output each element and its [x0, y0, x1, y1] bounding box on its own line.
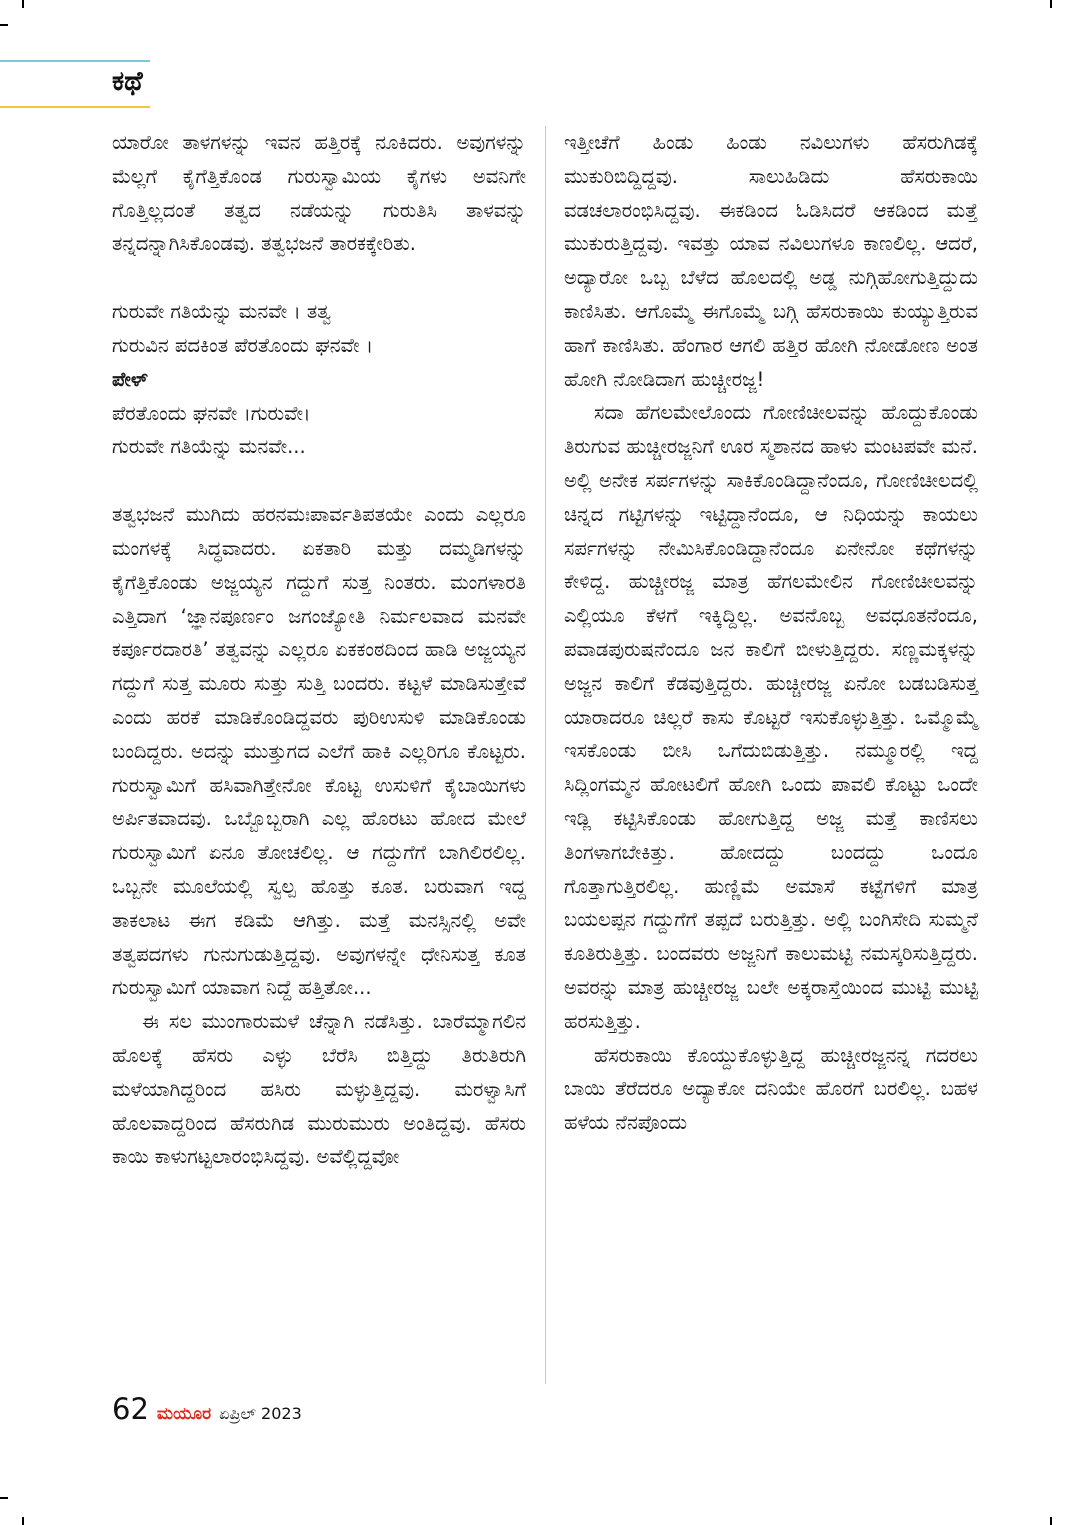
- section-label: ಕಥೆ: [112, 66, 143, 97]
- column-divider: [545, 126, 546, 1384]
- right-column: [564, 126, 978, 1140]
- body-paragraph: ಸದಾ ಹೆಗಲಮೇಲೊಂದು ಗೋಣಿಚೀಲವನ್ನು ಹೊದ್ದುಕೊಂಡು ತಿರುಗುವ ಹುಚ್ಚೀರಜ್ಜನಿಗೆ ಊರ ಸ್ಮಶಾನದ ಹಾಳು ಮಂಟಪವೇ ಮನೆ. ಅಲ್ಲಿ ಅನೇಕ ಸರ್ಪಗಳನ್ನು ಸಾಕಿಕೊಂಡಿದ್ದಾನೆಂದೂ, ಗೋಣಿಚೀಲದಲ್ಲಿ ಚಿನ್ನದ ಗಟ್ಟಿಗಳನ್ನು ಇಟ್ಟಿದ್ದಾನೆಂದೂ, ಆ ನಿಧಿಯನ್ನು ಕಾಯಲು ಸರ್ಪಗಳನ್ನು ನೇಮಿಸಿಕೊಂಡಿದ್ದಾನೆಂದೂ ಏನೇನೋ ಕಥೆಗಳನ್ನು ಕೇಳಿದ್ದ. ಹುಚ್ಚೀರಜ್ಜ ಮಾತ್ರ ಹೆಗಲಮೇಲಿನ ಗೋಣಿಚೀಲವನ್ನು ಎಲ್ಲಿಯೂ ಕೆಳಗೆ ಇಕ್ಕಿದ್ದಿಲ್ಲ. ಅವನೊಬ್ಬ ಅವಧೂತನೆಂದೂ, ಪವಾಡಪುರುಷನೆಂದೂ ಜನ ಕಾಲಿಗೆ ಬೀಳುತ್ತಿದ್ದರು. ಸಣ್ಣಮಕ್ಕಳನ್ನು ಅಜ್ಜನ ಕಾಲಿಗೆ ಕೆಡವುತ್ತಿದ್ದರು. ಹುಚ್ಚೀರಜ್ಜ ಏನೋ ಬಡಬಡಿಸುತ್ತ ಯಾರಾದರೂ ಚಿಲ್ಲರೆ ಕಾಸು ಕೊಟ್ಟರೆ ಇಸುಕೊಳ್ಳುತ್ತಿತ್ತು. ಒಮ್ಮೊಮ್ಮೆ ಇಸಕೊಂಡು ಬೀಸಿ ಒಗೆದುಬಿಡುತ್ತಿತ್ತು. ನಮ್ಮೂರಲ್ಲಿ ಇದ್ದ ಸಿದ್ಲಿಂಗಮ್ಮನ ಹೋಟಲಿಗೆ ಹೋಗಿ ಒಂದು ಪಾವಲಿ ಕೊಟ್ಟು ಒಂದೇ ಇಡ್ಲಿ ಕಟ್ಟಿಸಿಕೊಂಡು ಹೋಗುತ್ತಿದ್ದ ಅಜ್ಜ ಮತ್ತೆ ಕಾಣಿಸಲು ತಿಂಗಳಾಗಬೇಕಿತ್ತು. ಹೋದದ್ದು ಬಂದದ್ದು ಒಂದೂ ಗೊತ್ತಾಗುತ್ತಿರಲಿಲ್ಲ. ಹುಣ್ಣಿಮೆ ಅಮಾಸೆ ಕಟ್ಟೆಗಳಿಗೆ ಮಾತ್ರ ಬಯಲಪ್ಪನ ಗದ್ದುಗೆಗೆ ತಪ್ಪದೆ ಬರುತ್ತಿತ್ತು. ಅಲ್ಲಿ ಬಂಗಿಸೇದಿ ಸುಮ್ಮನೆ ಕೂತಿರುತ್ತಿತ್ತು. ಬಂದವರು ಅಜ್ಜನಿಗೆ ಕಾಲುಮಟ್ಟಿ ನಮಸ್ಕರಿಸುತ್ತಿದ್ದರು. ಅವರನ್ನು ಮಾತ್ರ ಹುಚ್ಚೀರಜ್ಜ ಬಲೇ ಅಕ್ಕರಾಸ್ತೆಯಿಂದ ಮುಟ್ಟಿ ಮುಟ್ಟಿ ಹರಸುತ್ತಿತ್ತು.: [564, 401, 978, 1033]
- left-column: [112, 126, 526, 1174]
- body-paragraph: ಹೆಸರುಕಾಯಿ ಕೊಯ್ದುಕೊಳ್ಳುತ್ತಿದ್ದ ಹುಚ್ಚೀರಜ್ಜನನ್ನ ಗದರಲು ಬಾಯಿ ತೆರೆದರೂ ಅದ್ಯಾಕೋ ದನಿಯೇ ಹೊರಗೆ ಬರಲಿಲ್ಲ. ಬಹಳ ಹಳೆಯ ನೆನಪೊಂದು: [564, 1043, 978, 1135]
- poem-line: ಪೆರತೊಂದು ಘನವೇ ।ಗುರುವೇ।: [112, 401, 311, 425]
- magazine-logo: ಮಯೂರ: [156, 1404, 212, 1424]
- body-paragraph: ಈ ಸಲ ಮುಂಗಾರುಮಳೆ ಚೆನ್ನಾಗಿ ನಡೆಸಿತ್ತು. ಬಾರೆಮ್ಮಾಗಲಿನ ಹೊಲಕ್ಕೆ ಹೆಸರು ಎಳ್ಳು ಬೆರೆಸಿ ಬಿತ್ತಿದ್ದು ತಿರುತಿರುಗಿ ಮಳೆಯಾಗಿದ್ದರಿಂದ ಹಸಿರು ಮಳ್ಳುತ್ತಿದ್ದವು. ಮರಳ್ವಾಸಿಗೆ ಹೊಲವಾದ್ದರಿಂದ ಹೆಸರುಗಿಡ ಮುರುಮುರು ಅಂತಿದ್ದವು. ಹೆಸರು ಕಾಯಿ ಕಾಳುಗಟ್ಟಲಾರಂಭಿಸಿದ್ದವು. ಅವೆಲ್ಲಿದ್ದವೋ: [112, 1010, 526, 1169]
- body-paragraph: ಇತ್ತೀಚೆಗೆ ಹಿಂಡು ಹಿಂಡು ನವಿಲುಗಳು ಹೆಸರುಗಿಡಕ್ಕೆ ಮುಕುರಿಬಿದ್ದಿದ್ದವು. ಸಾಲುಹಿಡಿದು ಹೆಸರುಕಾಯಿ ವಡಚಲಾರಂಭಿಸಿದ್ದವು. ಈಕಡಿಂದ ಓಡಿಸಿದರೆ ಆಕಡಿಂದ ಮತ್ತೆ ಮುಕುರುತ್ತಿದ್ದವು. ಇವತ್ತು ಯಾವ ನವಿಲುಗಳೂ ಕಾಣಲಿಲ್ಲ. ಆದರೆ, ಅದ್ಯಾರೋ ಒಬ್ಬ ಬೆಳೆದ ಹೊಲದಲ್ಲಿ ಅಡ್ಡ ನುಗ್ಗಿಹೋಗುತ್ತಿದ್ದುದು ಕಾಣಿಸಿತು. ಆಗೊಮ್ಮೆ ಈಗೊಮ್ಮೆ ಬಗ್ಗಿ ಹೆಸರುಕಾಯಿ ಕುಯ್ಯುತ್ತಿರುವ ಹಾಗೆ ಕಾಣಿಸಿತು. ಹೆಂಗಾರ ಆಗಲಿ ಹತ್ತಿರ ಹೋಗಿ ನೋಡೋಣ ಅಂತ ಹೋಗಿ ನೋಡಿದಾಗ ಹುಚ್ಚೀರಜ್ಜ!: [564, 131, 978, 391]
- crop-mark: [1050, 1517, 1052, 1525]
- poem-line: ಗುರುವೇ ಗತಿಯೆನ್ನು ಮನವೇ । ತತ್ವ: [112, 300, 332, 324]
- crop-mark: [0, 1497, 8, 1499]
- poem-line: ಗುರುವೇ ಗತಿಯೆನ್ನು ಮನವೇ...: [112, 435, 306, 459]
- issue-date: ಏಪ್ರಿಲ್ 2023: [219, 1404, 302, 1423]
- poem-verse: [112, 295, 526, 464]
- poem-line: ಗುರುವಿನ ಪದಕಿಂತ ಪೆರತೊಂದು ಘನವೇ ।: [112, 333, 374, 357]
- section-rule-top: [0, 60, 150, 62]
- body-paragraph: ತತ್ವಭಜನೆ ಮುಗಿದು ಹರನಮಃಪಾರ್ವತಿಪತಯೇ ಎಂದು ಎಲ್ಲರೂ ಮಂಗಳಕ್ಕೆ ಸಿದ್ಧವಾದರು. ಏಕತಾರಿ ಮತ್ತು ದಮ್ಮಡಿಗಳನ್ನು ಕೈಗೆತ್ತಿಕೊಂಡು ಅಜ್ಜಯ್ಯನ ಗದ್ದುಗೆ ಸುತ್ತ ನಿಂತರು. ಮಂಗಳಾರತಿ ಎತ್ತಿದಾಗ ‘ಜ್ಞಾನಪೂರ್ಣಂ ಜಗಂಜ್ಯೋತಿ ನಿರ್ಮಲವಾದ ಮನವೇ ಕರ್ಪೂರದಾರತಿ’ ತತ್ವವನ್ನು ಎಲ್ಲರೂ ಏಕಕಂಠದಿಂದ ಹಾಡಿ ಅಜ್ಜಯ್ಯನ ಗದ್ದುಗೆ ಸುತ್ತ ಮೂರು ಸುತ್ತು ಸುತ್ತಿ ಬಂದರು. ಕಟ್ಟಳೆ ಮಾಡಿಸುತ್ತೇವೆ ಎಂದು ಹರಕೆ ಮಾಡಿಕೊಂಡಿದ್ದವರು ಪುರಿಉಸುಳಿ ಮಾಡಿಕೊಂಡು ಬಂದಿದ್ದರು. ಅದನ್ನು ಮುತ್ತುಗದ ಎಲೆಗೆ ಹಾಕಿ ಎಲ್ಲರಿಗೂ ಕೊಟ್ಟರು. ಗುರುಸ್ವಾಮಿಗೆ ಹಸಿವಾಗಿತ್ತೇನೋ ಕೊಟ್ಟ ಉಸುಳಿಗೆ ಕೈಬಾಯಿಗಳು ಅರ್ಪಿತವಾದವು. ಒಬ್ಬೊಬ್ಬರಾಗಿ ಎಲ್ಲ ಹೊರಟು ಹೋದ ಮೇಲೆ ಗುರುಸ್ವಾಮಿಗೆ ಏನೂ ತೋಚಲಿಲ್ಲ. ಆ ಗದ್ದುಗೆಗೆ ಬಾಗಿಲಿರಲಿಲ್ಲ. ಒಬ್ಬನೇ ಮೂಲೆಯಲ್ಲಿ ಸ್ವಲ್ಪ ಹೊತ್ತು ಕೂತ. ಬರುವಾಗ ಇದ್ದ ತಾಕಲಾಟ ಈಗ ಕಡಿಮೆ ಆಗಿತ್ತು. ಮತ್ತೆ ಮನಸ್ಸಿನಲ್ಲಿ ಅವೇ ತತ್ವಪದಗಳು ಗುನುಗುಡುತ್ತಿದ್ದವು. ಅವುಗಳನ್ನೇ ಧೇನಿಸುತ್ತ ಕೂತ ಗುರುಸ್ವಾಮಿಗೆ ಯಾವಾಗ ನಿದ್ದೆ ಹತ್ತಿತೋ...: [112, 503, 526, 1000]
- section-rule-bottom: [0, 106, 150, 108]
- crop-mark: [0, 24, 8, 26]
- poem-refrain: ಪೇಳ್: [112, 367, 148, 391]
- body-paragraph: ಯಾರೋ ತಾಳಗಳನ್ನು ಇವನ ಹತ್ತಿರಕ್ಕೆ ನೂಕಿದರು. ಅವುಗಳನ್ನು ಮೆಲ್ಲಗೆ ಕೈಗೆತ್ತಿಕೊಂಡ ಗುರುಸ್ವಾಮಿಯ ಕೈಗಳು ಅವನಿಗೇ ಗೊತ್ತಿಲ್ಲದಂತೆ ತತ್ವದ ನಡೆಯನ್ನು ಗುರುತಿಸಿ ತಾಳವನ್ನು ತನ್ನದನ್ನಾಗಿಸಿಕೊಂಡವು. ತತ್ವಭಜನೆ ತಾರಕಕ್ಕೇರಿತು.: [112, 131, 526, 256]
- page-number: 62: [112, 1392, 149, 1426]
- crop-mark: [22, 0, 24, 8]
- page-footer: [112, 1392, 302, 1426]
- crop-mark: [22, 1517, 24, 1525]
- crop-mark: [1050, 0, 1052, 8]
